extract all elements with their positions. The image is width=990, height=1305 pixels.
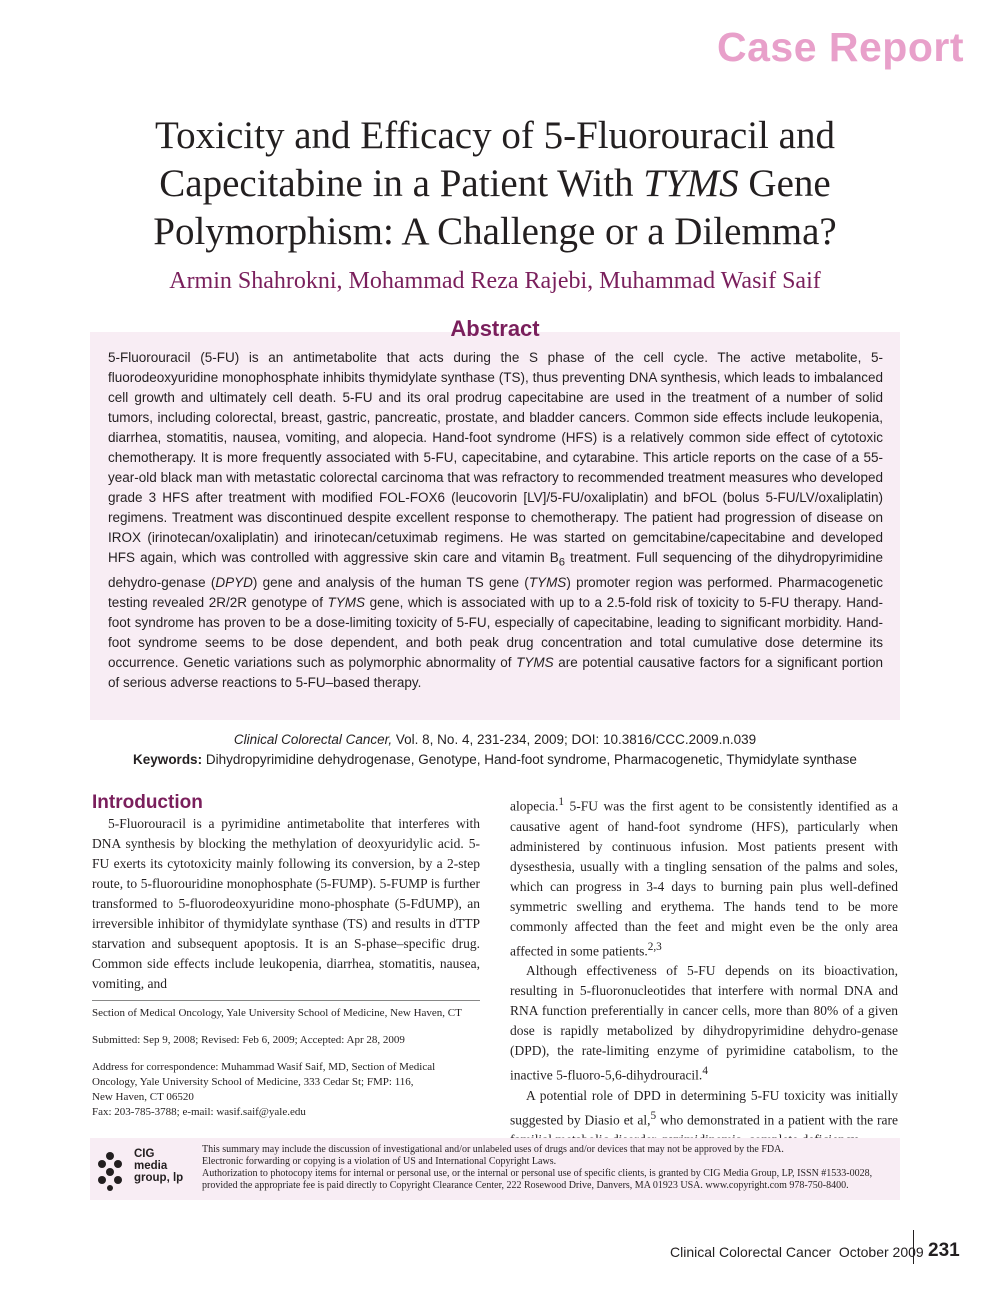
abstract-text: 5-Fluorouracil (5-FU) is an antimetabolite that acts during the S phase of the cell cycle. The active metabolite, 5-fluorodeoxyuridine monophosphate inhibits thymidylate synthase (TS), thus preventing DNA synthesis, which leads to imbalanced cell growth and ultimately cell death. 5-FU and its oral prodrug capecitabine are used in the treatment of a number of solid tumors, including colorectal, breast, gastric, pancreatic, prostate, and bladder cancers. Common side effects include leukopenia, diarrhea, stomatitis, nausea, vomiting, and alopecia. Hand-foot syndrome (HFS) is a relatively common side effect of cytotoxic chemotherapy. It is more frequently associated with 5-FU, capecitabine, and cytarabine. This article reports on the case of a 55-year-old black man with metastatic colorectal carcinoma that was refractory to recommended treatment measures who developed grade 3 HFS after treatment with modified FOL-FOX6 (leucovorin [LV]/5-FU/oxaliplatin) and bFOL (bolus 5-FU/LV/oxaliplatin) regimens. Treatment was discontinued despite excellent response to chemotherapy. The patient had progression of disease on IROX (irinotecan/oxaliplatin) and irinotecan/cetuximab regimens. He was started on gemcitabine/capecitabine and developed HFS again, which was controlled with aggressive skin care and vitamin $B_6$ treatment. Full sequencing of the dihydropyrimidine dehydro-genase (DPYD) gene and analysis of the human TS gene (TYMS) promoter region was performed. Pharmacogenetic testing revealed 2R/2R genotype of TYMS gene, which is associated with up to a 2.5-fold risk of toxicity to 5-FU therapy. Hand-foot syndrome has proven to be a dose-limiting toxicity of 5-FU, especially of capecitabine, leading to significant morbidity. Hand-foot syndrome seems to be dose dependent, and both peak drug concentration and total cumulative dose determine its occurrence. Genetic variations such as polymorphic abnormality of TYMS are potential causative factors for a significant portion of serious adverse reactions to 5-FU–based therapy. bbox=[108, 350, 884, 690]
page-number: 231 bbox=[928, 1240, 960, 1261]
intro-paragraph-3: Although effectiveness of 5-FU depends on its bioactivation, resulting in 5-fluoronucleotides that interfere with normal DNA and RNA function preferentially in cancer cells, more than 80% of a given dose is rapidly metabolized by dihydropyrimidine dehydro-genase (DPD), the rate-limiting enzyme of pyrimidine catabolism, to the inactive 5-fluoro-5,6-dihydrouracil.$^4$ bbox=[510, 963, 898, 1083]
right-column bbox=[510, 792, 898, 1150]
submission-dates: Submitted: Sep 9, 2008; Revised: Feb 6, 2009; Accepted: Apr 28, 2009 bbox=[92, 1034, 405, 1046]
copyright-notice: This summary may include the discussion of investigational and/or unlabeled uses of drugs and/or devices that may not be approved by the FDA. Electronic forwarding or copying is a violation of US and International Copyright Laws. Authorization to photocopy items for internal or personal use, or the internal or personal use of specific clients, is granted by CIG Media Group, LP, ISSN #1533-0028, provided the appropriate fee is paid directly to Copyright Clearance Center, 222 Rosewood Drive, Danvers, MA 01923 USA. www.copyright.com 978-750-8400. bbox=[202, 1144, 873, 1191]
article-title: Toxicity and Efficacy of 5-Fluorouracil and Capecitabine in a Patient With TYMS Gene Polymorphism: A Challenge or a Dilemma? bbox=[153, 114, 837, 253]
section-label: Case Report bbox=[716, 24, 964, 70]
abstract-heading: Abstract bbox=[450, 316, 540, 341]
cig-logo-text: CIG media group, lp bbox=[134, 1148, 184, 1184]
affiliation-section: Section of Medical Oncology, Yale University School of Medicine, New Haven, CT bbox=[92, 1007, 462, 1019]
author-list: Armin Shahrokni, Mohammad Reza Rajebi, Muhammad Wasif Saif bbox=[169, 268, 821, 294]
correspondence-address: Address for correspondence: Muhammad Wasif Saif, MD, Section of Medical Oncology, Yale University School of Medicine, 333 Cedar St; FMP: 116, New Haven, CT 06520 Fax: 203-785-3788; e-mail: wasif.saif@yale.edu bbox=[92, 1061, 436, 1118]
intro-paragraph-4: A potential role of DPD in determining 5-FU toxicity was initially suggested by Diasio et al,$^5$ who demonstrated in a patient with the rare bbox=[510, 1087, 898, 1127]
introduction-heading: Introduction bbox=[92, 792, 203, 813]
footer-divider bbox=[913, 1230, 914, 1264]
running-footer: Clinical Colorectal Cancer October 2009 bbox=[670, 1244, 924, 1260]
citation: Clinical Colorectal Cancer, Vol. 8, No. 4, 231-234, 2009; DOI: 10.3816/CCC.2009.n.039 bbox=[233, 732, 757, 747]
intro-paragraph-2: alopecia.$^1$ 5-FU was the first agent to be consistently identified as a causative agent of hand-foot syndrome (HFS), particularly when administered by continuous infusion. Most patients present with dysesthesia, usually with a tingling sensation of the palms and soles, which can progress in 3-4 days to burning pain plus well-defined symmetric swelling and erythema. The hands tend to be more commonly affected than the feet and might even be the only area affected in some patients.$^{2,3}$ bbox=[510, 796, 898, 958]
intro-paragraph-1: 5-Fluorouracil is a pyrimidine antimetabolite that interferes with DNA synthesis by blocking the methylation of deoxyuridylic acid. 5-FU exerts its cytotoxicity mainly following its conversion, by a 2-step route, to 5-fluorouridine monophosphate (5-FUMP). 5-FUMP is further transformed to 5-fluorodeoxyuridine mono-phosphate (5-FdUMP), an irreversible inhibitor of thymidylate synthase (TS) and results in dTTP starvation and subsequent apoptosis. It is an S-phase–specific drug. Common side effects include leukopenia, diarrhea, stomatitis, nausea, vomiting, and bbox=[92, 816, 480, 991]
left-column bbox=[92, 814, 480, 994]
affiliation-divider bbox=[92, 1000, 480, 1001]
keywords: Keywords: Dihydropyrimidine dehydrogenase, Genotype, Hand-foot syndrome, Pharmacogenetic, Thymidylate synthase bbox=[133, 752, 857, 767]
